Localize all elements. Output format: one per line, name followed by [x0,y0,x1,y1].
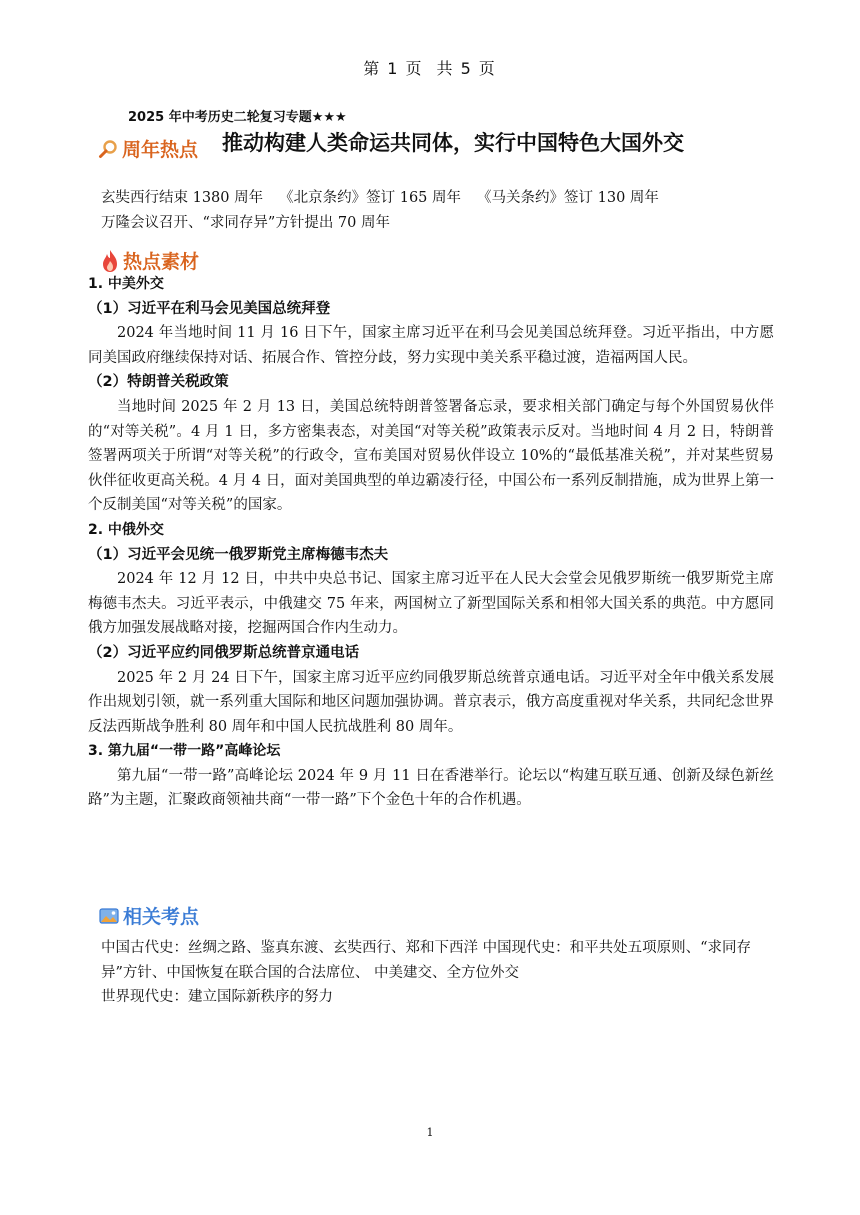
material-content [88,272,774,813]
related-content [101,936,781,1010]
paragraph: 2024 年 12 月 12 日，中共中央总书记、国家主席习近平在人民大会堂会见俄罗斯统一俄罗斯党主席梅德韦杰夫。习近平表示，中俄建交 75 年来，两国树立了新型国际关系和相邻大国关系的典范。中方愿同俄方加强发展战略对接，挖掘两国合作内生动力。 [88,571,774,637]
related-section-head [99,902,199,929]
section-heading: 2. 中俄外交 [88,521,164,538]
subject-line: 2025 年中考历史二轮复习专题★★★ [128,110,347,125]
paragraph: 第九届“一带一路”高峰论坛 2024 年 9 月 11 日在香港举行。论坛以“构建互联互通、创新及绿色新丝路”为主题，汇聚政商领袖共商“一带一路”下个金色十年的合作机遇。 [88,767,774,809]
subsection-heading: （2）特朗普关税政策 [88,374,229,391]
anniversary-item: 《北京条约》签订 165 周年 [279,190,462,206]
anniversary-list [101,186,761,236]
subsection-heading: （2）习近平应约同俄罗斯总统普京通电话 [88,644,360,661]
anniversary-item: 玄奘西行结束 1380 周年 [101,190,264,206]
material-section-head [101,247,199,274]
paragraph: 2024 年当地时间 11 月 16 日下午，国家主席习近平在利马会见美国总统拜登。习近平指出，中方愿同美国政府继续保持对话、拓展合作、管控分歧，努力实现中美关系平稳过渡，造福两国人民。 [88,325,774,366]
related-label: 相关考点 [123,906,200,928]
picture-icon [99,907,119,925]
page-indicator: 第 1 页 共 5 页 [363,59,497,78]
anniversary-line2: 万隆会议召开、“求同存异”方针提出 70 周年 [101,215,390,231]
related-line: 世界现代史：建立国际新秩序的努力 [101,989,333,1006]
section-heading: 3. 第九届“一带一路”高峰论坛 [88,743,281,760]
flame-icon [101,249,119,273]
anniversary-section-head [98,135,198,162]
anniversary-item: 《马关条约》签订 130 周年 [477,190,659,206]
magnifier-icon [98,139,118,159]
subsection-heading: （1）习近平会见统一俄罗斯党主席梅德韦杰夫 [88,546,389,563]
anniversary-label: 周年热点 [122,139,199,161]
section-heading: 1. 中美外交 [88,276,164,292]
anniversary-line1 [101,186,761,211]
material-label: 热点素材 [123,251,200,273]
related-line: 中国古代史：丝绸之路、鉴真东渡、玄奘西行、郑和下西洋 中国现代史：和平共处五项原则、“求同存异”方针、中国恢复在联合国的合法席位、 中美建交、全方位外交 [101,940,752,981]
subsection-heading: （1）习近平在利马会见美国总统拜登 [88,300,331,317]
page-number: 1 [426,1126,434,1139]
paragraph: 当地时间 2025 年 2 月 13 日，美国总统特朗普签署备忘录，要求相关部门确定与每个外国贸易伙伴的“对等关税”。4 月 1 日，多方密集表态，对美国“对等关税”政策表示反对。当地时间 4 月 2 日，特朗普签署两项关于所谓“对等关税”的行政令，宣布美国对贸易伙伴设立 10%的“最低基准关税”，并对某些贸易伙伴征收更高关税。4 月 4 日，面对美国典型的单边霸凌行径，中国公布一系列反制措施，成为世界上第一个反制美国“对等关税”的国家。 [88,398,774,514]
paragraph: 2025 年 2 月 24 日下午，国家主席习近平应约同俄罗斯总统普京通电话。习近平对全年中俄关系发展作出规划引领，就一系列重大国际和地区问题加强协调。普京表示，俄方高度重视对华关系，共同纪念世界反法西斯战争胜利 80 周年和中国人民抗战胜利 80 周年。 [88,669,774,735]
page-title: 推动构建人类命运共同体，实行中国特色大国外交 [222,131,684,155]
